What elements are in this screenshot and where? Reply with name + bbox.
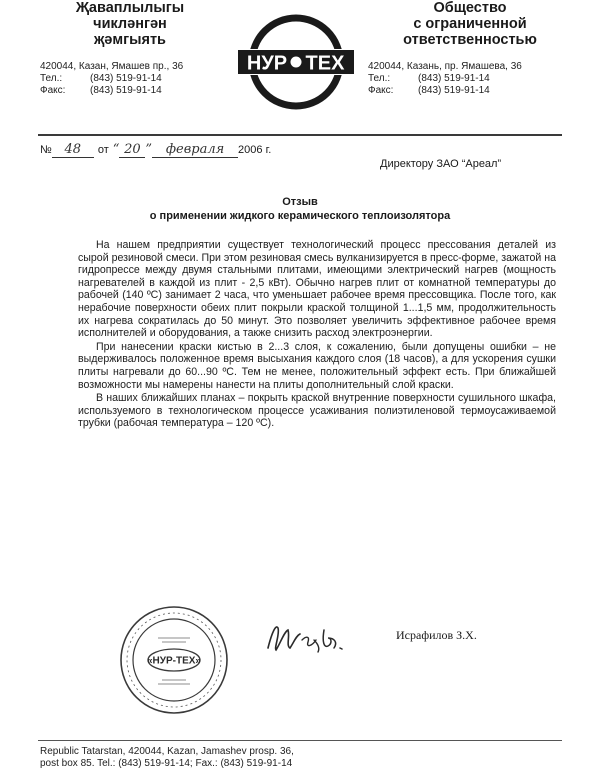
- footer-line: post box 85. Tel.: (843) 519-91-14; Fax.: (843) 519-91-14: [40, 758, 293, 769]
- footer-divider: [38, 740, 562, 741]
- company-name-line: чикләнгән: [93, 16, 167, 32]
- footer-line: Republic Tatarstan, 420044, Kazan, Jamashev prosp. 36,: [40, 746, 294, 757]
- fax-value: (843) 519-91-14: [418, 85, 490, 96]
- fax-label: Факс:: [368, 85, 394, 96]
- address-line: 420044, Казан, Ямашев пр., 36: [40, 61, 184, 72]
- document-title: Отзыв: [282, 196, 318, 208]
- number-label: №: [40, 144, 52, 156]
- fax-label: Факс:: [40, 85, 66, 96]
- phone-label: Тел.:: [40, 73, 63, 84]
- company-seal: [118, 604, 230, 716]
- body-paragraph: В наших ближайших планах – покрыть краской внутренние поверхности сушильного шкафа, используемого в технологическом процессе усаживания полиэтиленовой термоусаживаемой трубки (рабочая температура – 120 ºС).: [78, 392, 556, 430]
- fax-value: (843) 519-91-14: [90, 85, 162, 96]
- signer-name: Исрафилов З.Х.: [396, 628, 477, 642]
- handwritten-signature: [262, 618, 358, 658]
- document-subtitle: о применении жидкого керамического теплоизолятора: [149, 210, 451, 222]
- stamp-center-text: «НУР-ТЕХ»: [146, 655, 202, 667]
- document-number-date: [40, 143, 271, 158]
- document-month: февраля: [152, 143, 238, 158]
- company-name-line: Җаваплылыгы: [75, 0, 185, 16]
- day-open-quote: “: [112, 142, 120, 157]
- day-close-quote: ”: [145, 142, 153, 157]
- document-year: 2006 г.: [238, 144, 272, 156]
- phone-value: (843) 519-91-14: [418, 73, 490, 84]
- document-body: [78, 239, 556, 430]
- company-name-line: Общество: [433, 0, 507, 16]
- nur-tech-logo: [234, 12, 358, 112]
- phone-label: Тел.:: [368, 73, 391, 84]
- document-number: 48: [52, 143, 94, 158]
- company-name-tatar: [40, 0, 220, 48]
- phone-value: (843) 519-91-14: [90, 73, 162, 84]
- logo-text-left: НУР: [246, 52, 288, 75]
- address-line: 420044, Казань, пр. Ямашева, 36: [368, 61, 522, 72]
- body-paragraph: При нанесении краски кистью в 2...3 слоя, к сожалению, были допущены ошибки – не выдерживалось положенное время высыхания каждого слоя (18 часов), а для ускорения сушки плиты нагревали до 60...90 ºС. Тем не менее, положительный эффект есть. При ближайшей возможности мы намерены нанести на плиты дополнительный слой краски.: [78, 340, 556, 391]
- document-day: 20: [119, 143, 145, 158]
- company-name-line: җәмгыять: [94, 32, 166, 48]
- address-block-left: [40, 61, 183, 97]
- body-paragraph: На нашем предприятии существует технологический процесс прессования деталей из сырой резиновой смеси. При этом резиновая смесь вулканизируется в пресс-форме, зажатой на гидропрессе между двумя стальными плитами, имеющими электрический нагрев (мощность нагревателей в каждой из плит - 2,5 кВт). Обычно нагрев плит от комнатной температуры до рабочей (140 ºС) занимает 2 часа, что уменьшает рабочее время прессовщика. После того, как нерабочие поверхности обеих плит покрыли краской толщиной 1...1,5 мм, продолжительность их нагрева сократилась до 50 минут. Это позволяет увеличить эффективное рабочее время исполнителей и оборудования, а также снизить расход электроэнергии.: [78, 239, 556, 340]
- address-block-right: [368, 61, 522, 97]
- header-divider: [38, 134, 562, 136]
- company-name-line: с ограниченной: [413, 16, 527, 32]
- date-prefix: от: [97, 144, 109, 156]
- footer-address: [40, 746, 294, 770]
- company-name-line: ответственностью: [403, 32, 537, 48]
- addressee: Директору ЗАО “Ареал”: [380, 158, 502, 170]
- company-name-russian: [370, 0, 570, 48]
- logo-text-right: ТЕХ: [305, 52, 345, 75]
